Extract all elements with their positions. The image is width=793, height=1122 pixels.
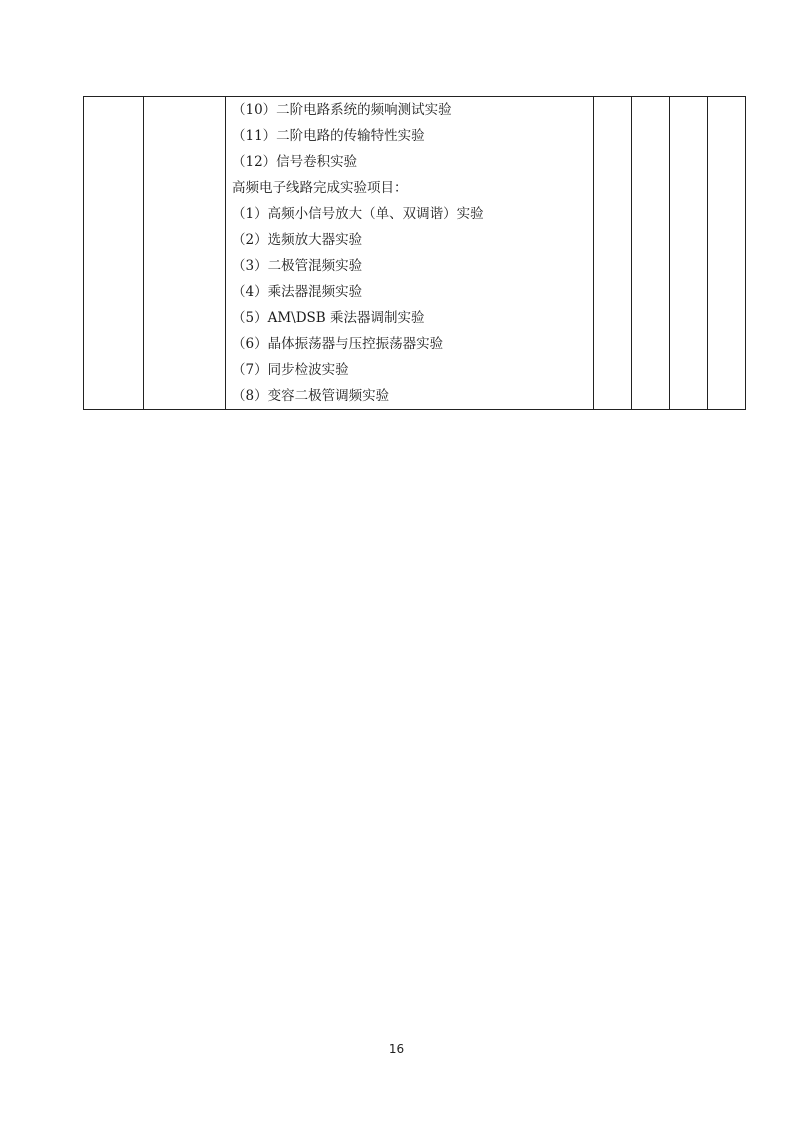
list-item: （1）高频小信号放大（单、双调谐）实验 [232,206,484,222]
list-item: （2）选频放大器实验 [232,232,363,248]
table-row [84,97,746,410]
list-item: （5）AM\DSB 乘法器调制实验 [232,310,425,326]
empty-cell-1 [84,97,144,410]
empty-cell-2 [144,97,226,410]
page-number: 16 [388,1042,405,1056]
empty-cell-6 [670,97,708,410]
list-item: （3）二极管混频实验 [232,258,363,274]
empty-cell-7 [708,97,746,410]
empty-cell-4 [594,97,632,410]
experiment-table [83,96,746,410]
list-item: （12）信号卷积实验 [232,154,358,170]
empty-cell-5 [632,97,670,410]
list-item: （6）晶体振荡器与压控振荡器实验 [232,336,444,352]
experiment-list [232,97,593,409]
list-item: （11）二阶电路的传输特性实验 [232,128,425,144]
list-item: （7）同步检波实验 [232,362,349,378]
section-heading: 高频电子线路完成实验项目： [232,180,408,196]
list-item: （10）二阶电路系统的频响测试实验 [232,102,452,118]
experiment-list-cell [226,97,594,410]
list-item: （8）变容二极管调频实验 [232,388,390,404]
list-item: （4）乘法器混频实验 [232,284,363,300]
